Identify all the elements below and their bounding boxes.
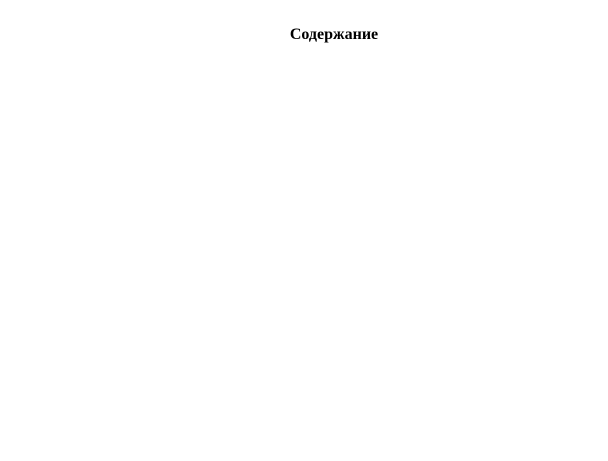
toc-title: Содержание <box>289 26 379 43</box>
